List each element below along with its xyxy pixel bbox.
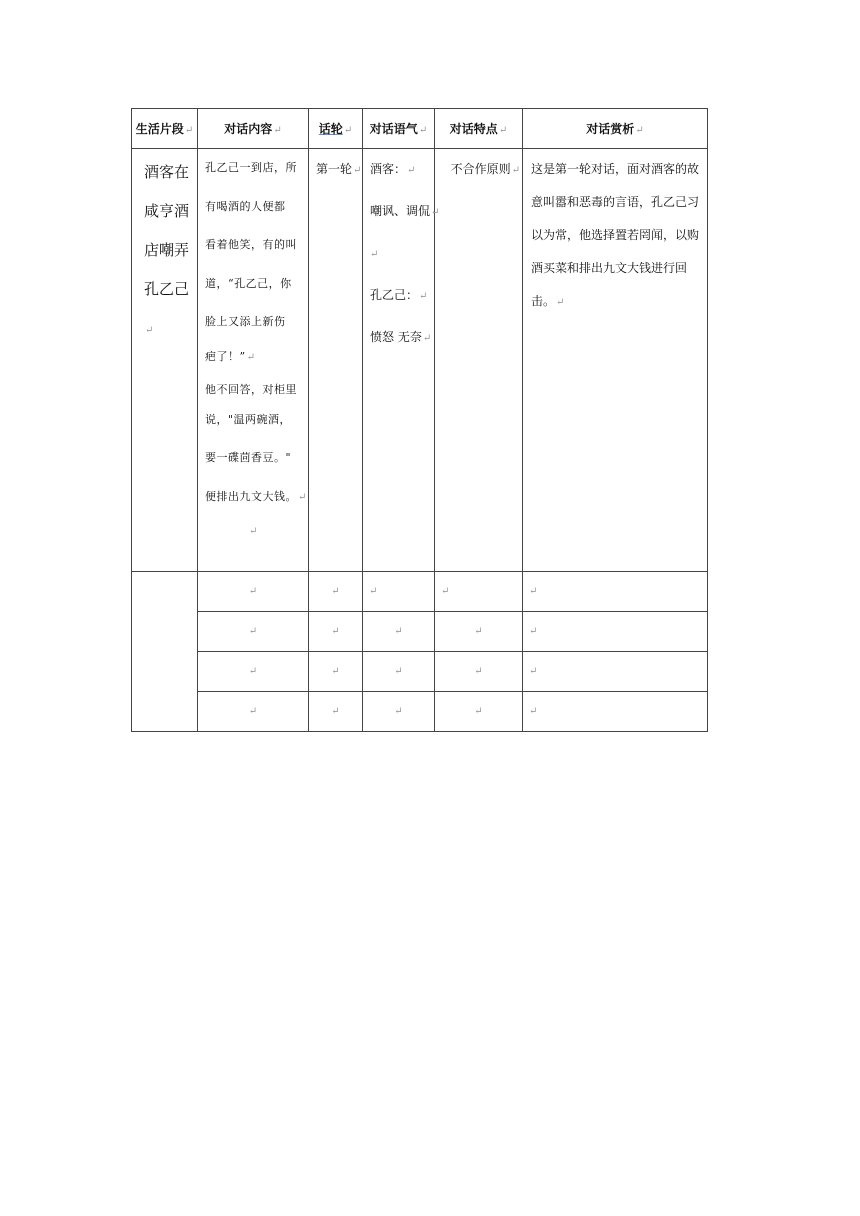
empty-cell: ↵: [198, 612, 309, 652]
empty-cell: ↵: [309, 572, 363, 612]
header-analysis: 对话赏析↵: [523, 109, 708, 149]
paragraph-mark-icon: ↵: [418, 125, 428, 136]
table-row: [132, 149, 708, 572]
segment-cell: [132, 572, 198, 732]
empty-cell: ↵: [198, 652, 309, 692]
paragraph-mark-icon: ↵: [343, 125, 353, 136]
paragraph-mark-icon: ↵: [184, 125, 194, 136]
header-content: 对话内容↵: [198, 109, 309, 149]
content-cell: 孔乙己一到店，所 有喝酒的人便都 看着他笑，有的叫 道，“孔乙己，你 脸上又添上新伤 疤了！”↵ 他不回答，对柜里 说，"温两碗酒， 要一碟茴香豆。" 便排出九文大钱。↵ ↵: [198, 149, 309, 572]
turn-cell: 第一轮↵: [309, 149, 363, 572]
table-row: [132, 692, 708, 732]
empty-cell: ↵: [198, 572, 309, 612]
empty-cell: ↵: [523, 572, 708, 612]
dialogue-analysis-table: [131, 108, 708, 732]
empty-cell: ↵: [198, 692, 309, 732]
paragraph-mark-icon: ↵: [273, 125, 282, 136]
empty-cell: ↵: [435, 652, 523, 692]
segment-cell: 酒客在 咸亨酒 店嘲弄 孔乙己↵: [132, 149, 198, 572]
empty-cell: ↵: [363, 692, 435, 732]
header-feature: 对话特点↵: [435, 109, 523, 149]
empty-cell: ↵: [309, 612, 363, 652]
empty-cell: ↵: [435, 612, 523, 652]
header-segment: 生活片段↵: [132, 109, 198, 149]
table-row: [132, 612, 708, 652]
feature-cell: 不合作原则↵: [435, 149, 523, 572]
header-tone: 对话语气↵: [363, 109, 435, 149]
empty-cell: ↵: [363, 612, 435, 652]
empty-cell: ↵: [309, 652, 363, 692]
analysis-cell: 这是第一轮对话，面对酒客的故 意叫嚣和恶毒的言语，孔乙己习 以为常，他选择置若罔闻，以购 酒买菜和排出九文大钱进行回 击。↵: [523, 149, 708, 572]
empty-cell: ↵: [435, 692, 523, 732]
empty-cell: ↵: [523, 612, 708, 652]
empty-cell: ↵: [523, 692, 708, 732]
table-row: [132, 572, 708, 612]
table-row: [132, 652, 708, 692]
header-turn: 话轮↵: [309, 109, 363, 149]
empty-cell: ↵: [435, 572, 523, 612]
header-row: [132, 109, 708, 149]
tone-cell: 酒客：↵ 嘲讽、调侃↵ ↵ 孔乙己：↵ 愤怒 无奈↵: [363, 149, 435, 572]
paragraph-mark-icon: ↵: [635, 125, 644, 136]
empty-cell: ↵: [309, 692, 363, 732]
empty-cell: ↵: [363, 652, 435, 692]
paragraph-mark-icon: ↵: [498, 125, 508, 136]
empty-cell: ↵: [363, 572, 435, 612]
empty-cell: ↵: [523, 652, 708, 692]
